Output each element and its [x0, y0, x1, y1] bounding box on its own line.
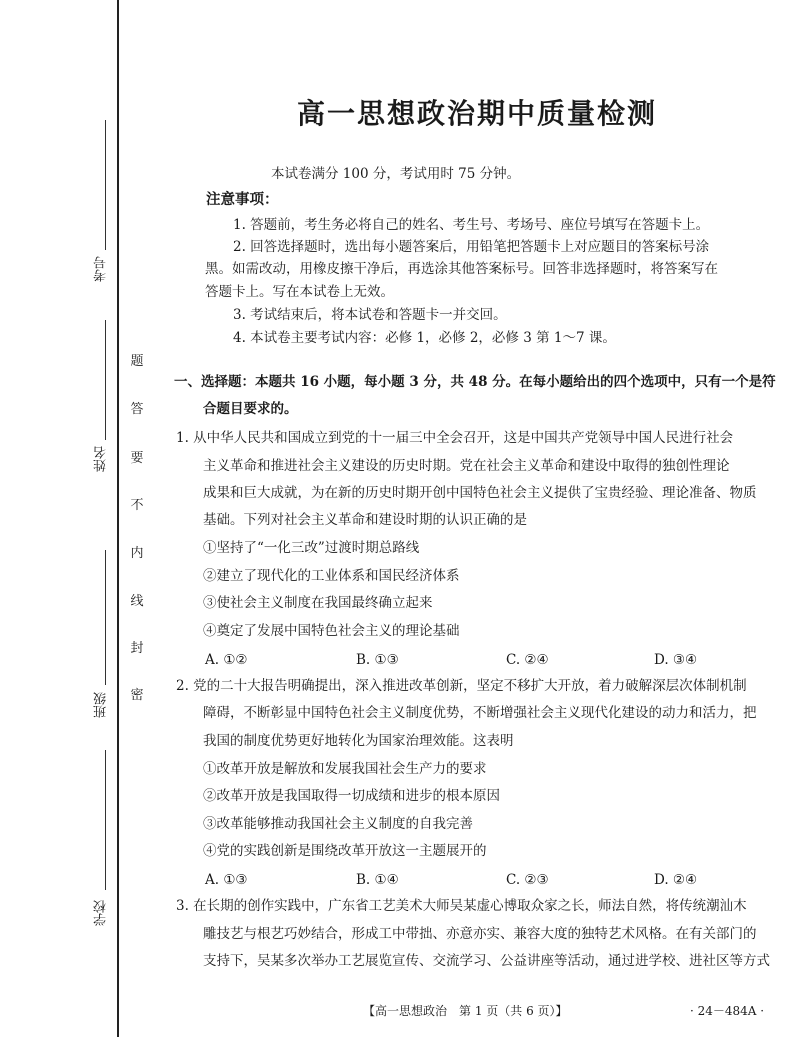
- class-fill-line: [105, 550, 106, 685]
- seal-char: 要: [130, 451, 144, 466]
- page-footer: 【高一思想政治 第 1 页（共 6 页）】: [363, 1004, 568, 1018]
- exam-no-fill-line: [105, 120, 106, 250]
- page-title: 高一思想政治期中质量检测: [296, 97, 657, 130]
- seal-char: 答: [130, 402, 144, 417]
- paper-code: · 24－484A ·: [690, 1004, 765, 1018]
- seal-char: 题: [130, 354, 144, 369]
- question-stem: 雕技艺与根艺巧妙结合，形成工中带拙、亦意亦实、兼容大度的独特艺术风格。在有关部门的: [203, 926, 757, 942]
- question-stem: 1. 从中华人民共和国成立到党的十一届三中全会召开，这是中国共产党领导中国人民进行社会: [176, 430, 734, 446]
- answer-option: D. ③④: [654, 652, 698, 668]
- answer-option: D. ②④: [654, 872, 698, 888]
- question-item: ①改革开放是解放和发展我国社会生产力的要求: [203, 761, 487, 777]
- question-stem: 我国的制度优势更好地转化为国家治理效能。这表明: [203, 733, 514, 749]
- answer-option: C. ②④: [506, 652, 549, 668]
- class-label: 班级: [94, 692, 109, 718]
- notice-line: 2. 回答选择题时，选出每小题答案后，用铅笔把答题卡上对应题目的答案标号涂: [233, 239, 710, 255]
- question-stem: 2. 党的二十大报告明确提出，深入推进改革创新，坚定不移扩大开放，着力破解深层次体制机制: [176, 678, 747, 694]
- answer-option: A. ①②: [205, 652, 248, 668]
- question-stem: 3. 在长期的创作实践中，广东省工艺美术大师吴某虚心博取众家之长，师法自然，将传统潮汕木: [176, 898, 747, 914]
- name-label: 姓名: [94, 446, 109, 472]
- question-item: ③改革能够推动我国社会主义制度的自我完善: [203, 816, 473, 832]
- answer-option: C. ②③: [506, 872, 549, 888]
- question-stem: 成果和巨大成就，为在新的历史时期开创中国特色社会主义提供了宝贵经验、理论准备、物质: [203, 485, 757, 501]
- question-item: ④党的实践创新是围绕改革开放这一主题展开的: [203, 843, 487, 859]
- seal-char: 线: [130, 594, 144, 609]
- exam-no-label: 考号: [94, 256, 109, 282]
- answer-option: B. ①③: [356, 652, 399, 668]
- exam-subtitle: 本试卷满分 100 分，考试用时 75 分钟。: [271, 166, 521, 182]
- notice-line: 答题卡上。写在本试卷上无效。: [205, 284, 394, 300]
- question-item: ②改革开放是我国取得一切成绩和进步的根本原因: [203, 788, 500, 804]
- notice-line: 1. 答题前，考生务必将自己的姓名、考生号、考场号、座位号填写在答题卡上。: [233, 217, 710, 233]
- answer-option: A. ①③: [205, 872, 248, 888]
- seal-char: 封: [130, 641, 144, 656]
- question-stem: 基础。下列对社会主义革命和建设时期的认识正确的是: [203, 512, 527, 528]
- seal-char: 不: [130, 498, 144, 513]
- question-item: ④奠定了发展中国特色社会主义的理论基础: [203, 623, 460, 639]
- notice-line: 3. 考试结束后，将本试卷和答题卡一并交回。: [233, 307, 507, 323]
- seal-char: 内: [130, 546, 144, 561]
- section-heading: 合题目要求的。: [203, 401, 298, 417]
- question-stem: 支持下，吴某多次举办工艺展览宣传、交流学习、公益讲座等活动，通过进学校、进社区等方式: [203, 953, 770, 969]
- seal-char: 密: [130, 688, 144, 703]
- question-stem: 主义革命和推进社会主义建设的历史时期。党在社会主义革命和建设中取得的独创性理论: [203, 458, 730, 474]
- school-label: 学校: [94, 900, 109, 926]
- notice-line: 黑。如需改动，用橡皮擦干净后，再选涂其他答案标号。回答非选择题时，将答案写在: [205, 261, 718, 277]
- notice-line: 4. 本试卷主要考试内容：必修 1，必修 2，必修 3 第 1～7 课。: [233, 330, 616, 346]
- binding-line: [117, 0, 119, 1037]
- question-item: ①坚持了“一化三改”过渡时期总路线: [203, 540, 420, 556]
- answer-option: B. ①④: [356, 872, 399, 888]
- section-heading: 一、选择题：本题共 16 小题，每小题 3 分，共 48 分。在每小题给出的四个选项中，只有一个是符: [174, 374, 776, 390]
- notice-heading: 注意事项：: [206, 192, 279, 208]
- question-item: ②建立了现代化的工业体系和国民经济体系: [203, 568, 460, 584]
- school-fill-line: [105, 750, 106, 890]
- name-fill-line: [105, 320, 106, 440]
- question-item: ③使社会主义制度在我国最终确立起来: [203, 595, 433, 611]
- question-stem: 障碍，不断彰显中国特色社会主义制度优势，不断增强社会主义现代化建设的动力和活力，把: [203, 705, 757, 721]
